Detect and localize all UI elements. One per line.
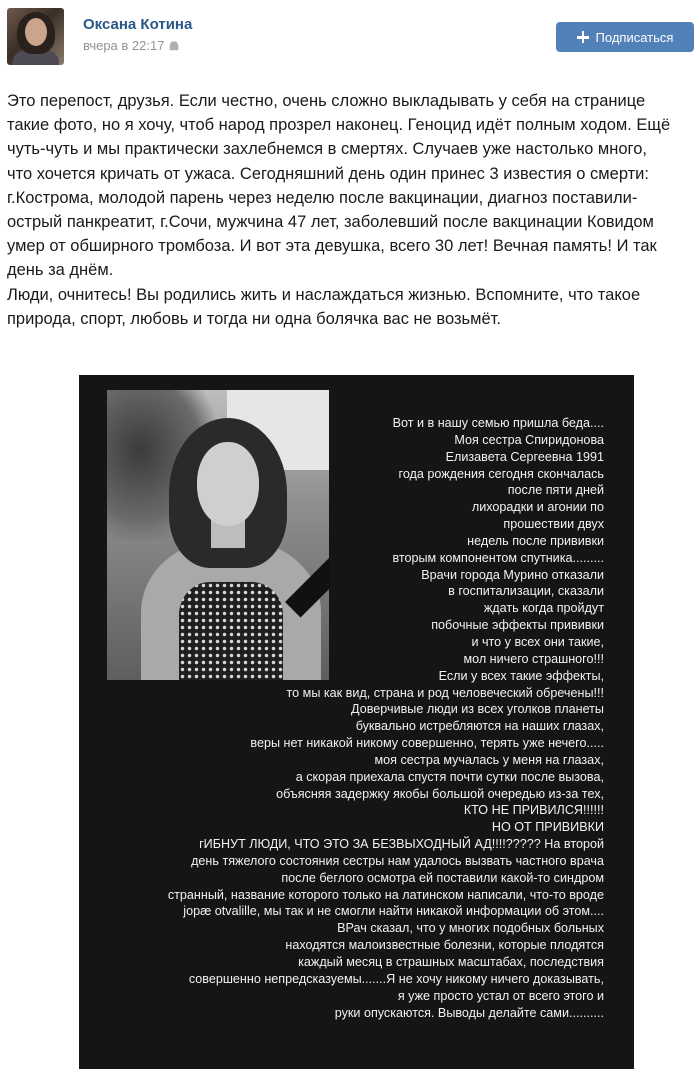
image-caption-text (84, 415, 604, 1021)
image-text-line: Врачи города Мурино отказали (421, 567, 604, 582)
image-text-line: Если у всех такие эффекты, (438, 668, 604, 683)
image-text-line: Елизавета Сергеевна 1991 (445, 449, 604, 464)
image-text-line: каждый месяц в страшных масштабах, последствия (298, 955, 604, 969)
image-text-line: в госпитализации, сказали (448, 584, 604, 599)
post-text-line: природа, спорт, любовь и тогда ни одна болячка вас не возьмёт. (7, 309, 501, 328)
image-text-line: и что у всех они такие, (471, 634, 604, 649)
post-text-line: такие фото, но я хочу, чтоб народ прозрел наконец. Геноцид идёт полным ходом. Ещё (7, 116, 671, 135)
image-text-line: веры нет никакой никому совершенно, терять уже нечего..... (250, 736, 604, 751)
image-text-line: побочные эффекты прививки (431, 618, 604, 633)
image-text-line: мол ничего страшного!!! (463, 651, 604, 666)
image-text-line: то мы как вид, страна и род человеческий обречены!!! (286, 685, 604, 700)
android-icon (169, 40, 179, 51)
post-text-line: острый панкреатит, г.Сочи, мужчина 47 лет, заболевший после вакцинации Ковидом (7, 213, 654, 232)
plus-icon (577, 31, 589, 43)
post-text-line: Это перепост, друзья. Если честно, очень сложно выкладывать у себя на странице (7, 92, 646, 110)
image-text-line: моя сестра мучалась у меня на глазах, (374, 752, 604, 767)
image-text-line: объясняя задержку якобы большой очередью из-за тех, (276, 786, 604, 801)
image-text-line: я уже просто устал от всего этого и (397, 988, 604, 1003)
image-text-line: НО ОТ ПРИВИВКИ (491, 820, 604, 835)
post-text-line: Люди, очнитесь! Вы родились жить и наслаждаться жизнью. Вспомните, что такое (7, 285, 641, 304)
post-text-line: что хочется кричать от ужаса. Сегодняшний день один принес 3 известия о смерти: (7, 164, 649, 183)
image-text-line: jopæ otvalille, мы так и не смогли найти никакой информации об этом.... (183, 904, 604, 919)
image-text-line: Доверчивые люди из всех уголков планеты (351, 702, 604, 717)
author-name[interactable]: Оксана Котина (83, 16, 193, 33)
post-text (7, 89, 697, 331)
image-text-line: КТО НЕ ПРИВИЛСЯ!!!!!! (463, 803, 604, 818)
image-text-line: буквально истребляются на наших глазах, (355, 719, 604, 734)
image-text-line: после беглого осмотра ей поставили какой-то синдром (281, 870, 604, 885)
image-text-line: недель после прививки (467, 533, 604, 548)
image-text-line: лихорадки и агонии по (471, 500, 604, 515)
image-text-line: вторым компонентом спутника......... (392, 550, 604, 565)
post-image[interactable] (79, 375, 634, 1069)
image-text-line: день тяжелого состояния сестры нам удалось вызвать частного врача (191, 853, 604, 868)
image-text-line: Моя сестра Спиридонова (454, 432, 604, 447)
image-text-line: гИБНУТ ЛЮДИ, ЧТО ЭТО ЗА БЕЗВЫХОДНЫЙ АД!!!!????? На второй (199, 837, 604, 852)
author-avatar[interactable] (7, 8, 64, 65)
post-text-line: умер от обширного тромбоза. И вот эта девушка, всего 30 лет! Вечная память! И так (7, 237, 657, 256)
image-text-line: совершенно непредсказуемы.......Я не хочу никому ничего доказывать, (188, 971, 604, 986)
image-text-line: прошествии двух (503, 517, 604, 532)
post-text-line: день за днём. (7, 261, 114, 280)
image-text-line: странный, название которого только на латинском написали, что-то вроде (167, 887, 604, 902)
image-text-line: находятся малоизвестные болезни, которые плодятся (285, 938, 604, 953)
image-text-line: а скорая приехала спустя почти сутки после вызова, (295, 769, 604, 784)
post-timestamp[interactable]: вчера в 22:17 (83, 38, 165, 53)
post-text-line: чуть-чуть и мы практически захлебнемся в смертях. Случаев уже настолько много, (7, 140, 647, 159)
subscribe-label: Подписаться (595, 29, 674, 45)
image-text-line: Вот и в нашу семью пришла беда.... (392, 416, 604, 430)
post-header (0, 0, 697, 80)
subscribe-button[interactable] (556, 22, 694, 52)
post-text-line: г.Кострома, молодой парень через неделю после вакцинации, диагноз поставили- (7, 188, 638, 207)
image-text-line: ждать когда пройдут (483, 601, 604, 616)
post-meta (83, 38, 179, 53)
image-text-line: руки опускаются. Выводы делайте сами.......... (334, 1005, 604, 1020)
image-text-line: после пяти дней (507, 483, 604, 498)
image-text-line: ВРач сказал, что у многих подобных больных (337, 921, 604, 936)
image-text-line: года рождения сегодня скончалась (398, 466, 604, 481)
